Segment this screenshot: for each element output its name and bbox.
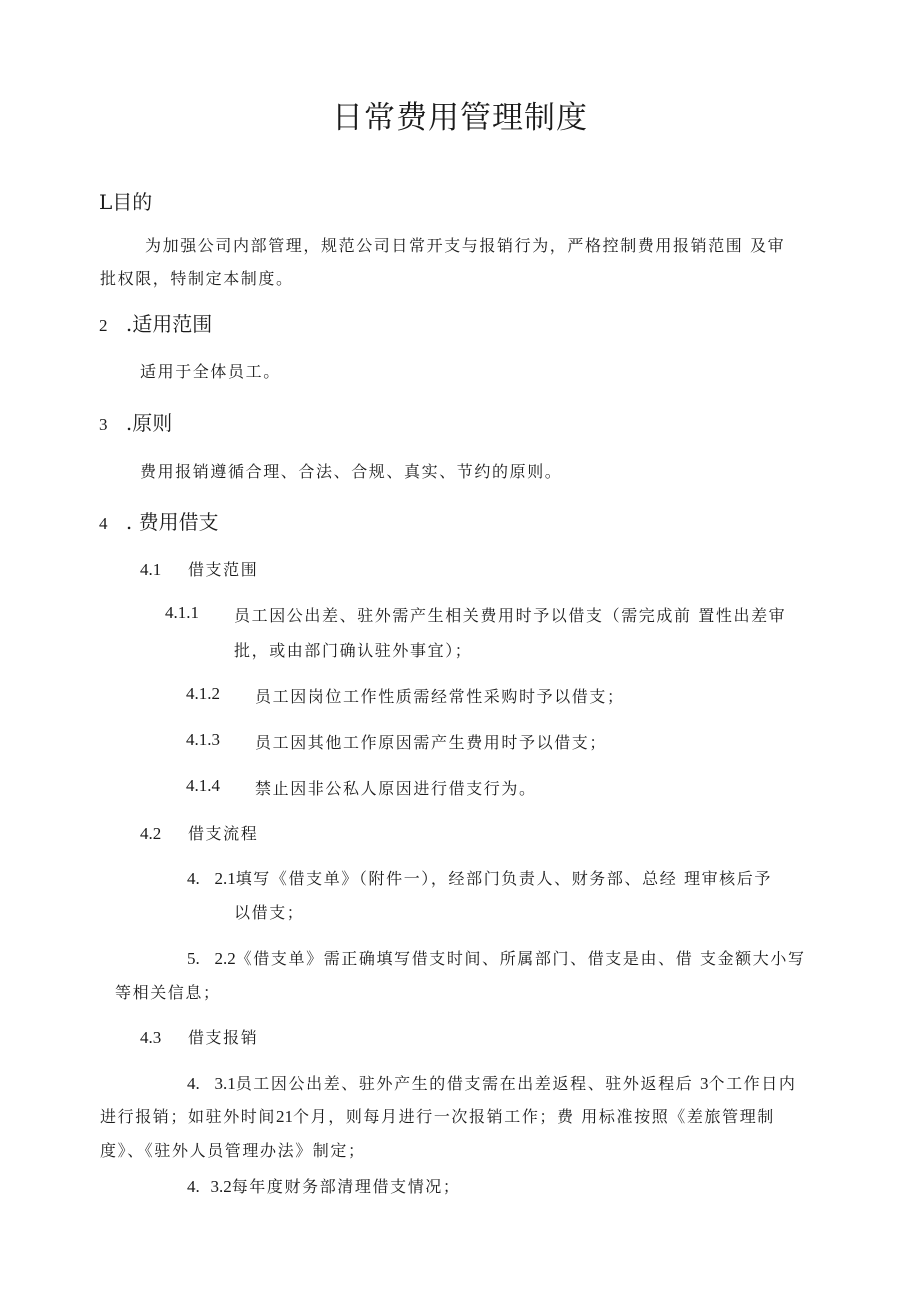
item-4-1-1-number: 4.1.1 (165, 603, 199, 622)
item-4-2-1-number: 4. (187, 869, 200, 888)
subsection-4-1-label: 借支范围 (187, 560, 259, 579)
item-4-3-1-line-2-b: 个月，则每月进行一次报销工作；费 用标准按照《差旅管理制 (293, 1107, 775, 1126)
item-4-2-2-text: 《借支单》需正确填写借支时间、所属部门、借支是由、借 支金额大小写 (235, 949, 806, 968)
subsection-4-2-heading (140, 821, 258, 844)
section-2-number: 2 (99, 316, 108, 335)
item-4-1-4-text: 禁止因非公私人原因进行借支行为。 (255, 779, 537, 798)
item-4-3-1-line-1 (187, 1071, 797, 1094)
subsection-4-3-heading (140, 1025, 258, 1048)
item-4-1-4-number: 4.1.4 (186, 776, 220, 795)
item-4-1-2-text: 员工因岗位工作性质需经常性采购时予以借支； (255, 687, 625, 706)
document-title: 日常费用管理制度 (332, 100, 588, 136)
subsection-4-3-number: 4.3 (140, 1028, 162, 1047)
item-4-2-1-subnumber: 2.1 (214, 869, 236, 888)
subsection-4-1-heading (140, 557, 258, 580)
section-1-paragraph-line-1: 为加强公司内部管理，规范公司日常开支与报销行为，严格控制费用报销范围 及审 (145, 236, 786, 255)
item-4-2-2-number: 5. (187, 949, 200, 968)
section-3-paragraph: 费用报销遵循合理、合法、合规、真实、节约的原则。 (140, 462, 563, 481)
item-4-3-1-number: 4. (187, 1074, 200, 1093)
section-2-paragraph: 适用于全体员工。 (140, 362, 281, 381)
item-4-1-3-text: 员工因其他工作原因需产生费用时予以借支； (255, 733, 608, 752)
item-4-3-2-subnumber: 3.2 (210, 1177, 232, 1196)
item-4-1-2-number: 4.1.2 (186, 684, 220, 703)
section-3-heading (99, 407, 172, 436)
item-4-2-1-line-1 (187, 866, 772, 889)
item-4-2-1-text: 填写《借支单》（附件一），经部门负责人、财务部、总经 理审核后予 (235, 869, 772, 888)
item-4-1-1-text-line-1: 员工因公出差、驻外需产生相关费用时予以借支（需完成前 置性出差审 (234, 606, 787, 625)
item-4-3-1-line-2 (100, 1104, 775, 1127)
item-4-3-1-text-b: 个工作日内 (708, 1074, 797, 1093)
item-4-3-1-line-2-a: 进行报销；如驻外时间 (100, 1107, 277, 1126)
section-1-heading: L目的 (99, 190, 153, 214)
item-4-3-2-line (187, 1174, 461, 1197)
section-4-heading (99, 506, 219, 535)
subsection-4-2-label: 借支流程 (187, 824, 259, 843)
section-3-title: .原则 (125, 411, 173, 435)
section-3-number: 3 (99, 415, 108, 434)
item-4-2-2-line-2: 等相关信息； (115, 983, 221, 1002)
subsection-4-1-number: 4.1 (140, 560, 162, 579)
section-1-paragraph-line-2: 批权限，特制定本制度。 (100, 269, 294, 288)
item-4-3-2-number: 4. (187, 1177, 200, 1196)
item-4-3-1-line-3: 度》、《驻外人员管理办法》制定； (100, 1141, 366, 1160)
item-4-1-3-number: 4.1.3 (186, 730, 220, 749)
subsection-4-3-label: 借支报销 (187, 1028, 259, 1047)
item-4-3-2-text: 每年度财务部清理借支情况； (231, 1177, 461, 1196)
item-4-3-1-days: 3 (699, 1074, 709, 1093)
item-4-3-1-text-a: 员工因公出差、驻外产生的借支需在出差返程、驻外返程后 (235, 1074, 700, 1093)
section-2-title: .适用范围 (125, 312, 213, 336)
item-4-3-1-subnumber: 3.1 (214, 1074, 236, 1093)
section-4-number: 4 (99, 514, 108, 533)
section-2-heading (99, 308, 212, 337)
item-4-2-2-subnumber: 2.2 (214, 949, 236, 968)
subsection-4-2-number: 4.2 (140, 824, 162, 843)
item-4-2-2-line-1 (187, 946, 806, 969)
item-4-1-1-text-line-2: 批，或由部门确认驻外事宜）； (234, 641, 473, 660)
item-4-3-1-months: 21 (276, 1107, 294, 1126)
section-4-title: . 费用借支 (125, 510, 219, 534)
item-4-2-1-line-2: 以借支； (234, 903, 305, 922)
